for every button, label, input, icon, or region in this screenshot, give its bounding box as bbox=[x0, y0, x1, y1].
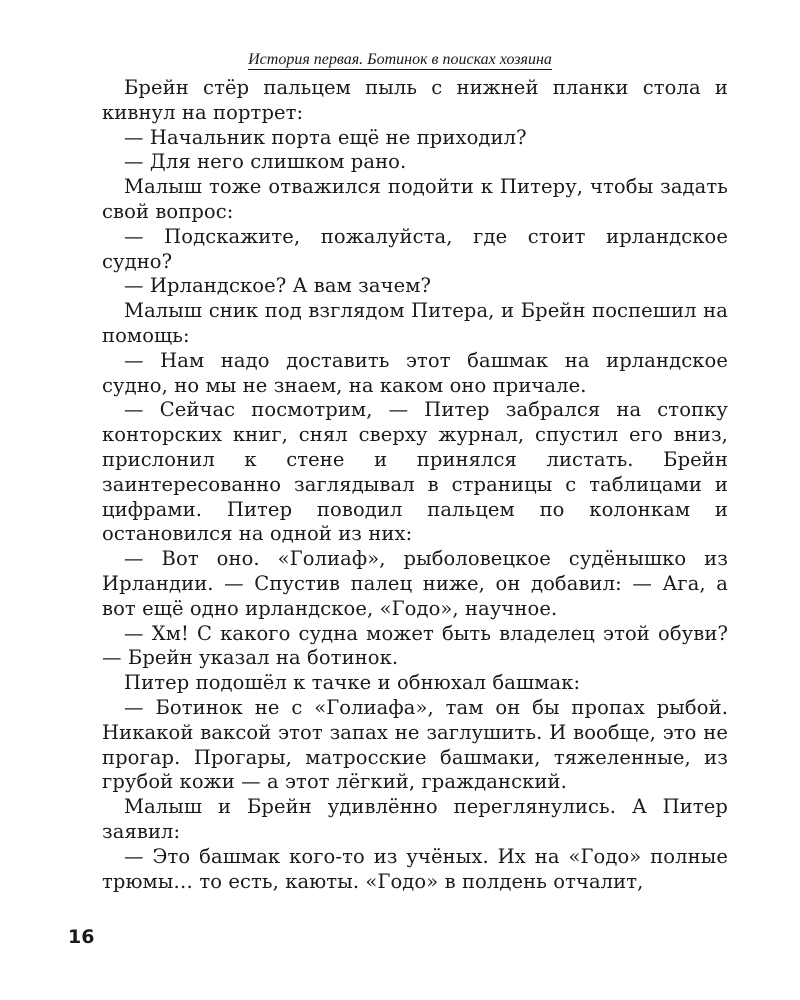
paragraph: Питер подошёл к тачке и обнюхал башмак: bbox=[124, 671, 581, 695]
page-number: 16 bbox=[68, 926, 95, 948]
paragraph: — Подскажите, пожалуйста, где стоит ирландское судно? bbox=[102, 224, 728, 273]
paragraph: — Это башмак кого-то из учёных. Их на «Годо» полные трюмы… то есть, каюты. «Годо» в полдень отчалит, bbox=[102, 844, 728, 893]
running-header bbox=[0, 50, 800, 70]
body-text bbox=[102, 76, 728, 894]
paragraph: — Сейчас посмотрим, — Питер забрался на стопку конторских книг, снял сверху журнал, спустил его вниз, прислонил к стене и принялся листать. Брейн заинтересованно заглядывал в страницы с таблицами и цифрами. Питер поводил пальцем по колонкам и остановился на одной из них: bbox=[102, 398, 728, 546]
paragraph: Малыш и Брейн удивлённо переглянулись. А Питер заявил: bbox=[102, 795, 728, 843]
paragraph: — Ирландское? А вам зачем? bbox=[124, 274, 432, 298]
paragraph: — Нам надо доставить этот башмак на ирландское судно, но мы не знаем, на каком оно причале. bbox=[102, 348, 728, 397]
paragraph: — Ботинок не с «Голиафа», там он бы пропах рыбой. Никакой ваксой этот запах не заглушить. И вообще, это не прогар. Прогары, матросские башмаки, тяжеленные, из грубой кожи — а этот лёгкий, гражданский. bbox=[102, 695, 728, 794]
paragraph: Брейн стёр пальцем пыль с нижней планки стола и кивнул на портрет: bbox=[102, 76, 728, 124]
paragraph: — Вот оно. «Голиаф», рыболовецкое судёнышко из Ирландии. — Спустив палец ниже, он добавил: — Ага, а вот ещё одно ирландское, «Годо», научное. bbox=[102, 547, 728, 620]
paragraph: — Начальник порта ещё не приходил? bbox=[124, 125, 527, 149]
paragraph: — Для него слишком рано. bbox=[124, 150, 407, 174]
paragraph: Малыш сник под взглядом Питера, и Брейн поспешил на помощь: bbox=[102, 299, 728, 347]
paragraph: — Хм! С какого судна может быть владелец этой обуви? — Брейн указал на ботинок. bbox=[102, 621, 728, 670]
paragraph: Малыш тоже отважился подойти к Питеру, чтобы задать свой вопрос: bbox=[102, 175, 728, 223]
running-title: История первая. Ботинок в поисках хозяина bbox=[248, 51, 552, 68]
